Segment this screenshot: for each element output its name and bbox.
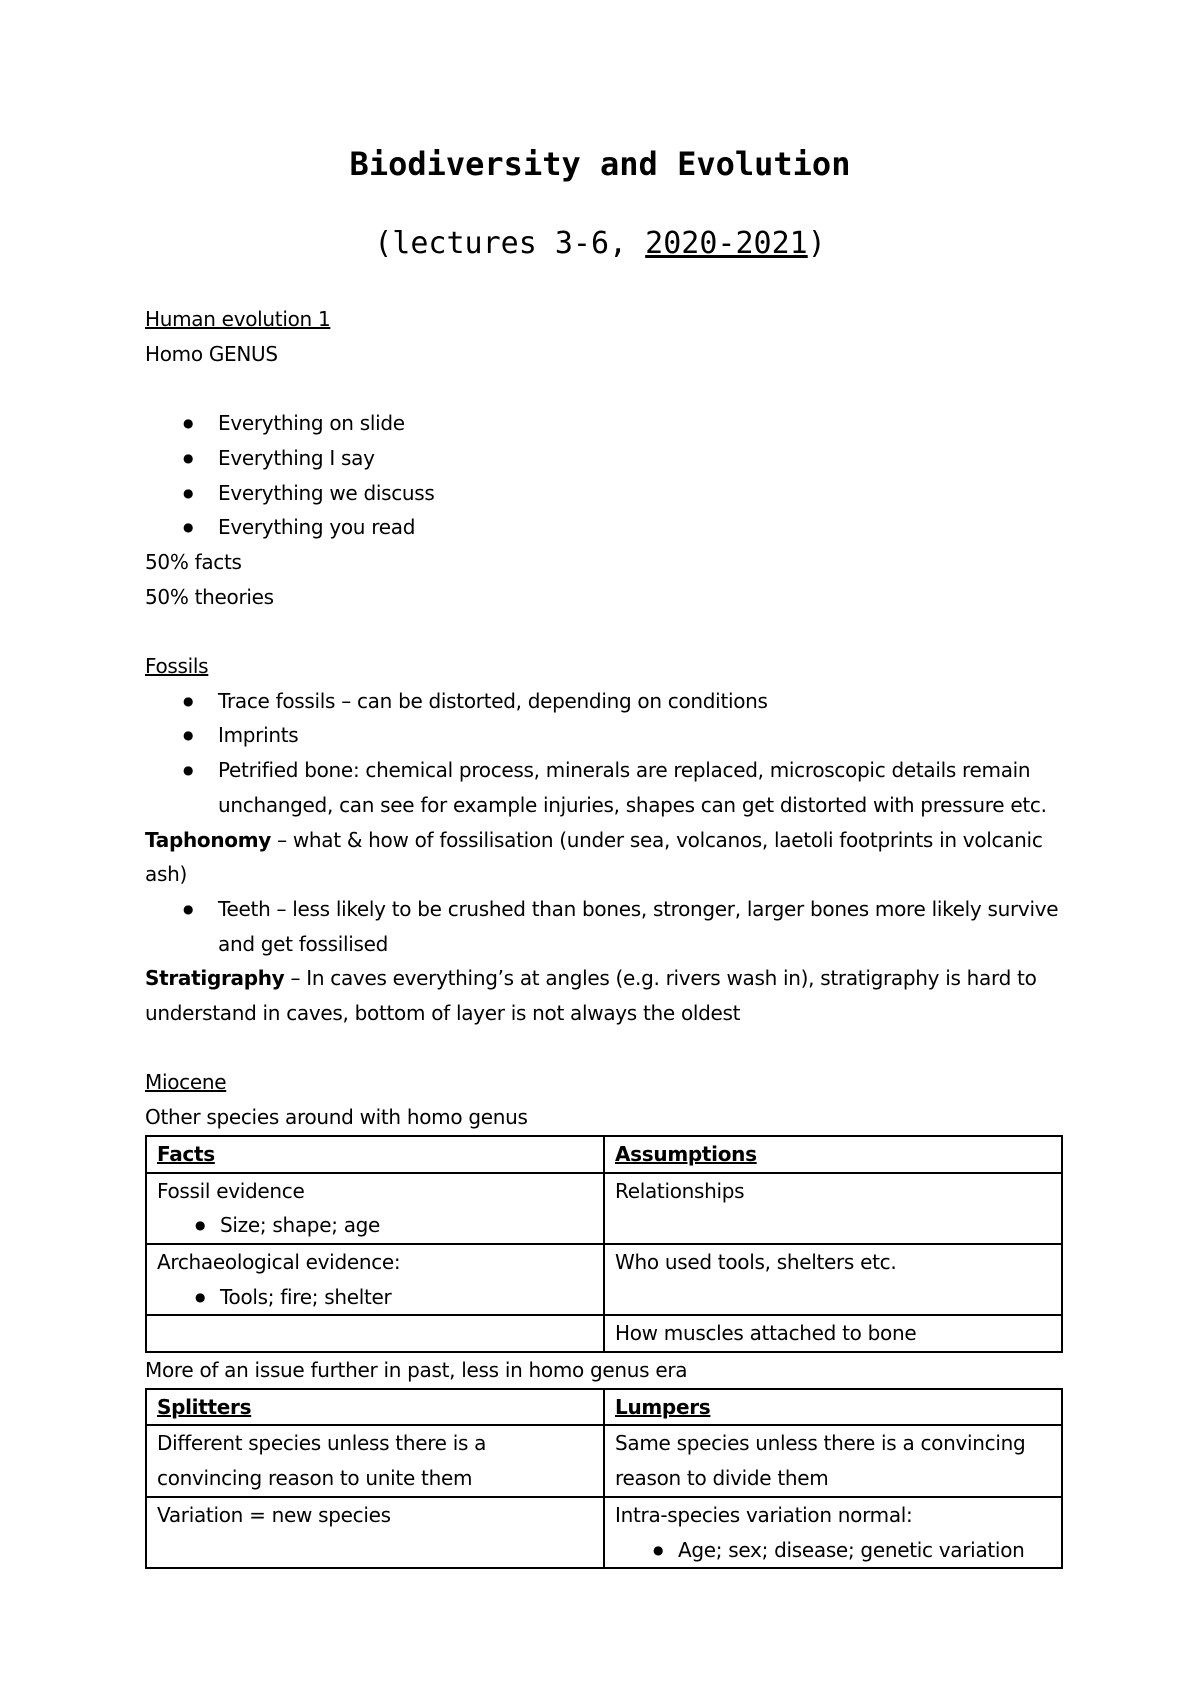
table-cell bbox=[146, 1315, 604, 1352]
cell-list bbox=[157, 1280, 593, 1315]
table-cell bbox=[146, 1244, 604, 1315]
cell-text: Who used tools, shelters etc. bbox=[615, 1249, 897, 1274]
homo-genus-line: Homo GENUS bbox=[145, 341, 278, 366]
taphonomy-definition: – what & how of fossilisation (under sea, volcanos, laetoli footprints in volcanic ash) bbox=[145, 827, 1043, 887]
cell-list bbox=[615, 1533, 1051, 1568]
taphonomy-paragraph bbox=[145, 823, 1065, 892]
taphonomy-list bbox=[145, 892, 1065, 961]
facts-header: Facts bbox=[157, 1141, 215, 1166]
lumpers-header: Lumpers bbox=[615, 1394, 711, 1419]
cell-text: Archaeological evidence: bbox=[157, 1249, 401, 1274]
list-item: ● Size; shape; age bbox=[157, 1208, 593, 1243]
table-row bbox=[146, 1425, 1062, 1496]
splitters-header: Splitters bbox=[157, 1394, 252, 1419]
table-cell bbox=[604, 1315, 1062, 1352]
table-row bbox=[146, 1315, 1062, 1352]
stratigraphy-paragraph bbox=[145, 961, 1065, 1030]
cell-text: Variation = new species bbox=[157, 1502, 391, 1527]
list-item: ● Everything I say bbox=[145, 441, 1065, 476]
stratigraphy-definition: – In caves everything’s at angles (e.g. rivers wash in), stratigraphy is hard to understand in caves, bottom of layer is not always the oldest bbox=[145, 966, 1037, 1026]
section-heading-fossils: Fossils bbox=[145, 654, 209, 678]
table-header-cell bbox=[146, 1136, 604, 1173]
assumptions-header: Assumptions bbox=[615, 1141, 757, 1166]
cell-text: Same species unless there is a convincing bbox=[615, 1431, 1026, 1456]
blank-line bbox=[145, 1031, 1065, 1066]
cell-text: Relationships bbox=[615, 1178, 745, 1203]
table-cell bbox=[146, 1497, 604, 1568]
document-subtitle bbox=[0, 224, 1200, 264]
document-body bbox=[145, 302, 1065, 1569]
theories-percentage: 50% theories bbox=[145, 584, 274, 609]
cell-text: How muscles attached to bone bbox=[615, 1321, 917, 1346]
document-title: Biodiversity and Evolution bbox=[349, 145, 851, 183]
cell-text: convincing reason to unite them bbox=[157, 1466, 473, 1491]
cell-text: reason to divide them bbox=[615, 1466, 829, 1491]
list-item: ● Trace fossils – can be distorted, depending on conditions bbox=[145, 684, 1065, 719]
fossils-list bbox=[145, 684, 1065, 823]
list-item: ● Everything you read bbox=[145, 510, 1065, 545]
blank-line bbox=[145, 614, 1065, 649]
cell-text: Different species unless there is a bbox=[157, 1431, 487, 1456]
table-row bbox=[146, 1497, 1062, 1568]
miocene-intro: Other species around with homo genus bbox=[145, 1105, 528, 1130]
table-cell bbox=[146, 1173, 604, 1244]
section-heading-miocene: Miocene bbox=[145, 1070, 227, 1095]
cell-list bbox=[157, 1208, 593, 1243]
table-row bbox=[146, 1244, 1062, 1315]
table-header-row bbox=[146, 1136, 1062, 1173]
table-header-cell bbox=[604, 1136, 1062, 1173]
splitters-lumpers-table bbox=[145, 1388, 1063, 1570]
cell-text: Intra-species variation normal: bbox=[615, 1502, 913, 1527]
table-cell bbox=[604, 1497, 1062, 1568]
cell-text bbox=[157, 1316, 593, 1351]
taphonomy-term: Taphonomy bbox=[145, 827, 272, 852]
list-item: ● Imprints bbox=[145, 718, 1065, 753]
between-tables-note: More of an issue further in past, less in homo genus era bbox=[145, 1358, 688, 1383]
facts-percentage: 50% facts bbox=[145, 549, 242, 574]
subtitle-years: 2020-2021 bbox=[645, 226, 808, 261]
table-header-row bbox=[146, 1389, 1062, 1426]
list-item: ● Tools; fire; shelter bbox=[157, 1280, 593, 1315]
table-cell bbox=[604, 1244, 1062, 1315]
blank-line bbox=[145, 371, 1065, 406]
table-cell bbox=[604, 1425, 1062, 1496]
list-item: ● Everything on slide bbox=[145, 406, 1065, 441]
stratigraphy-term: Stratigraphy bbox=[145, 966, 285, 991]
list-item: ● Age; sex; disease; genetic variation bbox=[615, 1533, 1051, 1568]
table-header-cell bbox=[604, 1389, 1062, 1426]
list-item: ● Teeth – less likely to be crushed than bones, stronger, larger bones more likely survive and get fossilised bbox=[145, 892, 1065, 961]
list-item: ● Everything we discuss bbox=[145, 476, 1065, 511]
subtitle-prefix: (lectures 3-6, bbox=[374, 226, 646, 261]
cell-text: Fossil evidence bbox=[157, 1178, 305, 1203]
table-header-cell bbox=[146, 1389, 604, 1426]
table-row bbox=[146, 1173, 1062, 1244]
facts-assumptions-table bbox=[145, 1135, 1063, 1353]
table-cell bbox=[604, 1173, 1062, 1244]
subtitle-suffix: ) bbox=[807, 226, 826, 261]
list-item: ● Petrified bone: chemical process, minerals are replaced, microscopic details remain unchanged, can see for example injuries, shapes can get distorted with pressure etc. bbox=[145, 753, 1065, 822]
sources-list bbox=[145, 406, 1065, 545]
table-cell bbox=[146, 1425, 604, 1496]
section-heading-human-evolution: Human evolution 1 bbox=[145, 307, 331, 331]
